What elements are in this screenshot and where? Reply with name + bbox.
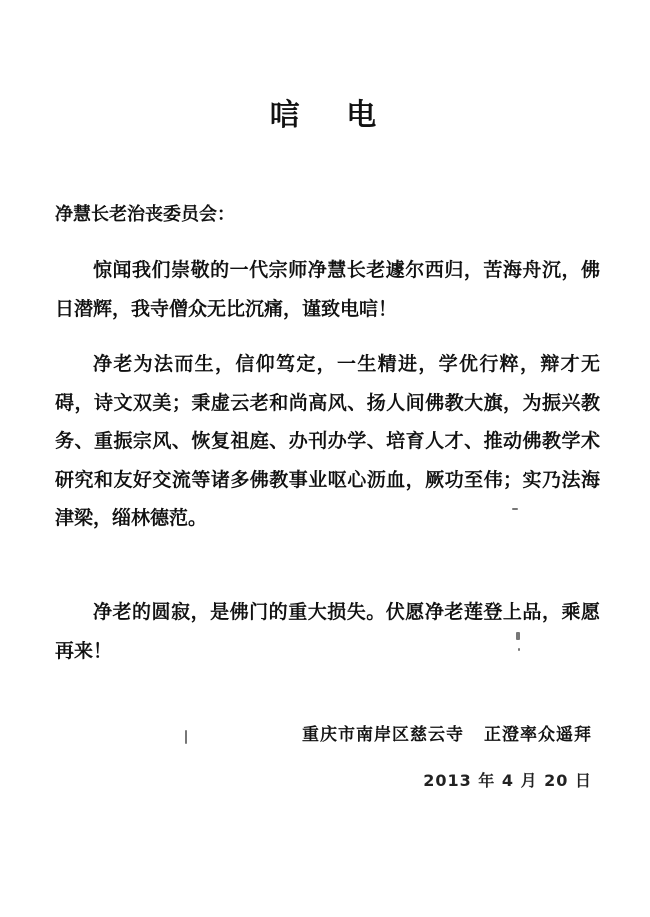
letter-paragraph: 净老的圆寂，是佛门的重大损失。伏愿净老莲登上品，乘愿再来！ [55,601,600,662]
scan-speck [518,648,520,651]
letter-paragraph: 惊闻我们崇敬的一代宗师净慧长老遽尔西归，苦海舟沉，佛日潜辉，我寺僧众无比沉痛，谨致电唁！ [55,259,600,320]
signature-person: 正澄率众遥拜 [484,725,592,745]
scan-speck [512,508,518,510]
letter-date: 2013 年 4 月 20 日 [423,771,592,790]
signature-temple: 重庆市南岸区慈云寺 [302,725,464,745]
scan-speck [185,730,187,744]
letter-signature [302,720,592,745]
letter-title: 唁 电 [269,98,381,133]
letter-salutation: 净慧长老治丧委员会： [55,204,235,225]
scan-speck [516,632,520,640]
letter-paragraph: 净老为法而生，信仰笃定，一生精进，学优行粹，辩才无碍，诗文双美；秉虚云老和尚高风、扬人间佛教大旗，为振兴教务、重振宗风、恢复祖庭、办刊办学、培育人才、推动佛教学术研究和友好交流等诸多佛教事业呕心沥血，厥功至伟；实乃法海津梁，缁林德范。 [55,353,600,529]
